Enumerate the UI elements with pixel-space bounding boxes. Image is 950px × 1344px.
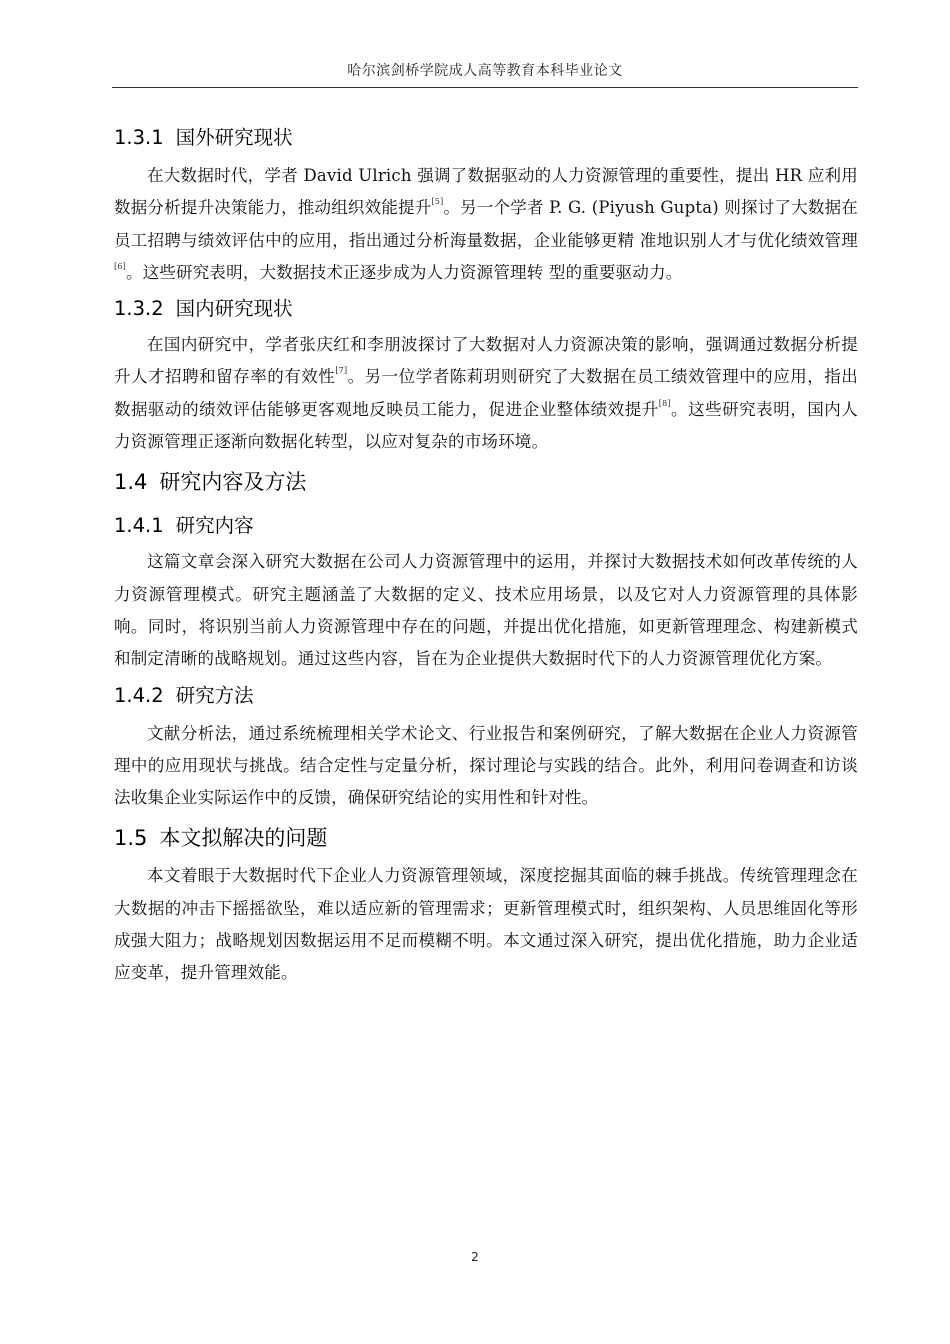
paragraph-problems-to-solve: 本文着眼于大数据时代下企业人力资源管理领域，深度挖掘其面临的棘手挑战。传统管理理念在大数据的冲击下摇摇欲坠，难以适应新的管理需求；更新管理模式时，组织架构、人员思维固化等形成强大阻力；战略规划因数据运用不足而模糊不明。本文通过深入研究，提出优化措施，助力企业适应变革，提升管理效能。	[114, 866, 858, 983]
section-heading-1-5	[114, 818, 858, 858]
paragraph-text: 。另一个学者 P. G. (Piyush Gupta) 则探讨了大数据在员工招聘与绩效评估中的应用，指出通过分析海量数据，企业能够更精 准地识别人才与优化绩效管理	[114, 198, 858, 250]
paragraph-text: 在大数据时代，学者 David Ulrich 强调了数据驱动的人力资源管理的重要性，提出 HR 应利用数据分析提升决策能力，推动组织效能提升	[114, 166, 858, 218]
section-title: 研究方法	[175, 683, 254, 707]
page-body	[114, 118, 858, 990]
section-number: 1.4.1	[114, 514, 164, 538]
section-number: 1.3.2	[114, 297, 164, 321]
paragraph-research-methods: 文献分析法，通过系统梳理相关学术论文、行业报告和案例研究，了解大数据在企业人力资源管理中的应用现状与挑战。结合定性与定量分析，探讨理论与实践的结合。此外，利用问卷调查和访谈法收集企业实际运作中的反馈，确保研究结论的实用性和针对性。	[114, 723, 858, 808]
section-heading-1-3-2	[114, 289, 858, 329]
section-title: 国外研究现状	[175, 126, 293, 149]
section-heading-1-3-1	[114, 118, 858, 158]
header-rule	[112, 87, 858, 88]
paragraph-text: 在国内研究中，学者张庆红和李朋波探讨了大数据对人力资源决策的影响，强调通过数据分析提升人才招聘和留存率的有效性	[114, 335, 858, 387]
citation-ref: [8]	[658, 398, 671, 408]
paragraph-domestic-research	[114, 329, 858, 458]
citation-ref: [6]	[114, 261, 126, 271]
section-title: 国内研究现状	[175, 297, 293, 321]
section-heading-1-4	[114, 462, 858, 502]
page-number: 2	[471, 1250, 479, 1264]
paragraph-research-content: 这篇文章会深入研究大数据在公司人力资源管理中的运用，并探讨大数据技术如何改革传统的人力资源管理模式。研究主题涵盖了大数据的定义、技术应用场景，以及它对人力资源管理的具体影响。同时，将识别当前人力资源管理中存在的问题，并提出优化措施，如更新管理理念、构建新模式和制定清晰的战略规划。通过这些内容，旨在为企业提供大数据时代下的人力资源管理优化方案。	[114, 552, 858, 669]
section-heading-1-4-1	[114, 506, 858, 546]
section-number: 1.5	[114, 826, 148, 851]
section-heading-1-4-2	[114, 676, 858, 716]
paragraph-text: 。另一位学者陈莉玥则研究了大数据在员工绩效管理中的应用，指出数据驱动的绩效评估能够更客观地反映员工能力，促进企业整体绩效提升	[114, 367, 859, 419]
citation-ref: [5]	[431, 197, 444, 207]
running-header: 哈尔滨剑桥学院成人高等教育本科毕业论文	[347, 63, 623, 79]
section-title: 研究内容及方法	[159, 470, 307, 495]
paragraph-foreign-research	[114, 160, 858, 289]
section-number: 1.3.1	[114, 126, 164, 149]
citation-ref: [7]	[335, 366, 348, 376]
section-number: 1.4	[114, 470, 148, 495]
paragraph-text: 。这些研究表明，国内人力资源管理正逐渐向数据化转型，以应对复杂的市场环境。	[114, 399, 859, 452]
paragraph-text: 。这些研究表明，大数据技术正逐步成为人力资源管理转 型的重要驱动力。	[125, 262, 683, 282]
section-number: 1.4.2	[114, 683, 164, 707]
section-title: 本文拟解决的问题	[159, 826, 328, 851]
section-title: 研究内容	[175, 514, 254, 538]
